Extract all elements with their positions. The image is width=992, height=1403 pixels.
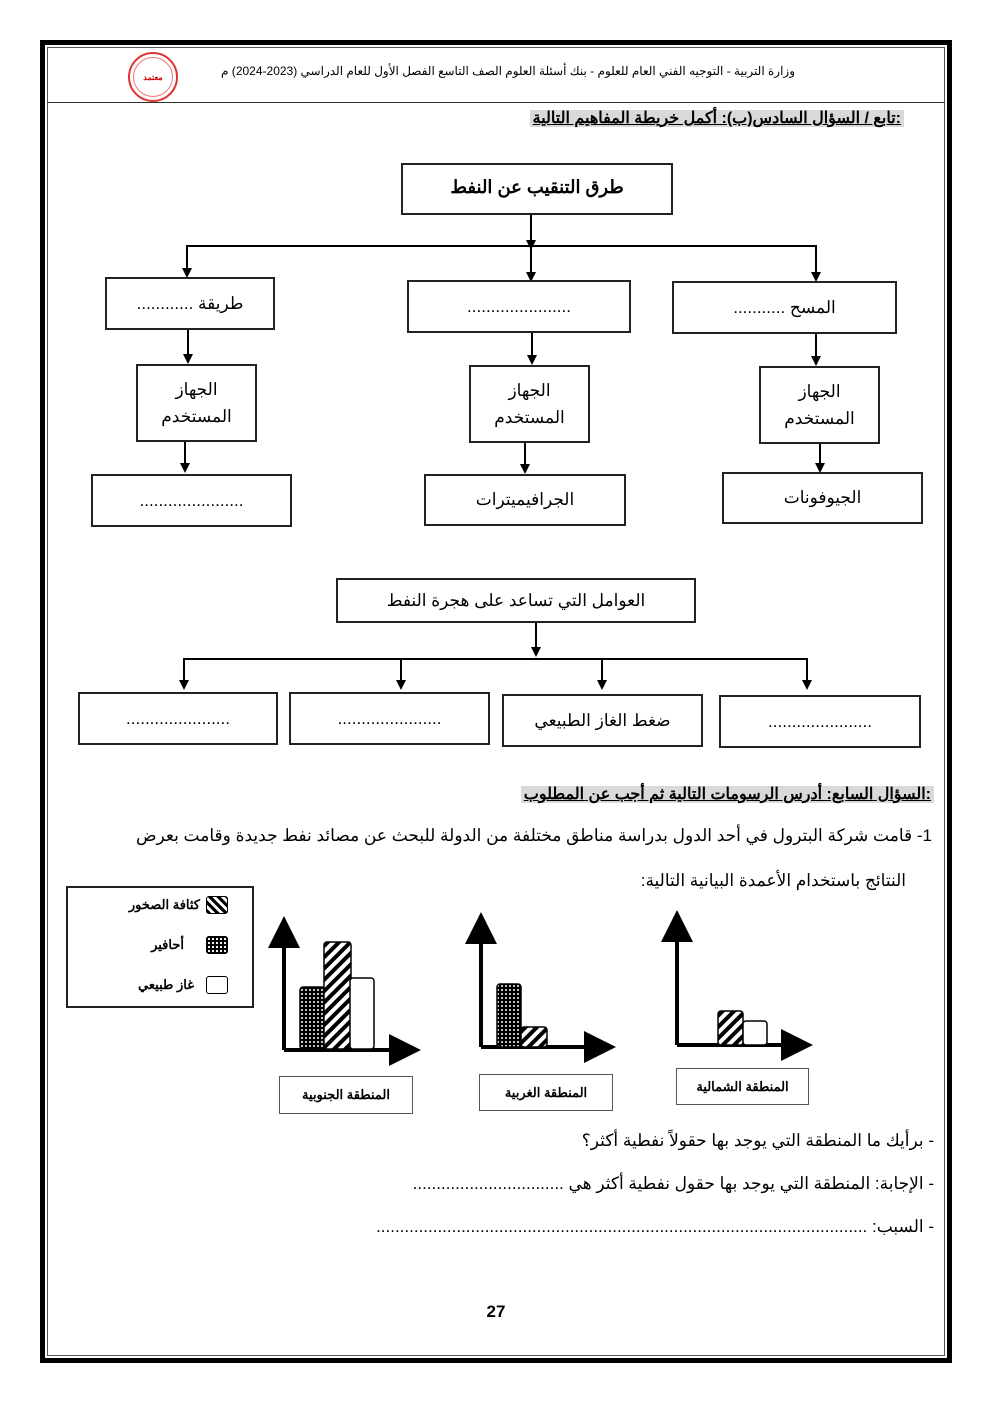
- result-label-2: الجرافيميترات: [475, 490, 575, 510]
- method-label-3: طريقة ............: [136, 293, 244, 313]
- factor-label-4: ......................: [126, 708, 230, 728]
- reason-line[interactable]: - السبب: ........................................................................................................: [376, 1217, 934, 1236]
- result-label-3: ......................: [139, 490, 244, 510]
- page-number: 27: [486, 1302, 506, 1321]
- factor-label-3: ......................: [337, 708, 442, 728]
- question7-title: السؤال السابع: أدرس الرسومات التالية ثم أجب عن المطلوب:: [521, 786, 934, 803]
- device-line1: الجهاز: [798, 381, 841, 401]
- question6b-title: تابع / السؤال السادس(ب): أكمل خريطة المفاهيم التالية:: [530, 110, 904, 127]
- region-label-north: [676, 1068, 809, 1105]
- device-line2: المستخدم: [494, 408, 565, 427]
- region-label-text: المنطقة الجنوبية: [302, 1087, 390, 1102]
- stamp-label: معتمد: [143, 72, 163, 82]
- answer-line[interactable]: - الإجابة: المنطقة التي يوجد بها حقول نفطية أكثر هي ................................: [412, 1174, 934, 1193]
- region-label-south: [279, 1076, 413, 1114]
- device-line1: الجهاز: [175, 379, 218, 399]
- question7-item1-line1: 1- قامت شركة البترول في أحد الدول بدراسة مناطق مختلفة من الدولة للبحث عن مصائد نفط جديدة وقامت بعرض: [135, 826, 932, 845]
- chart-north: [677, 926, 797, 1045]
- question7-prompt: - برأيك ما المنطقة التي يوجد بها حقولاً نفطية أكثر؟: [581, 1131, 934, 1150]
- chart-south: [284, 932, 405, 1050]
- result-label-1: الجيوفونات: [783, 488, 862, 508]
- question7-item1-line2: النتائج باستخدام الأعمدة البيانية التالية:: [640, 871, 906, 890]
- factor-label-2: ضغط الغاز الطبيعي: [534, 710, 671, 730]
- region-label-west: [479, 1074, 613, 1111]
- legend-label: أحافير: [151, 937, 184, 952]
- device-line2: المستخدم: [784, 409, 855, 428]
- legend-label: غاز طبيعي: [138, 977, 194, 992]
- device-line1: الجهاز: [508, 380, 551, 400]
- map2-root-label: العوامل التي تساعد على هجرة النفط: [386, 590, 646, 610]
- legend-label: كثافة الصخور: [128, 897, 200, 912]
- method-label-2: ......................: [467, 296, 571, 316]
- region-label-text: المنطقة الشمالية: [696, 1078, 789, 1094]
- device-line2: المستخدم: [161, 407, 232, 426]
- region-label-text: المنطقة الغربية: [504, 1084, 588, 1100]
- method-label-1: المسح ...........: [733, 297, 836, 317]
- factor-label-1: ......................: [768, 711, 872, 731]
- page-header-text: وزارة التربية - التوجيه الفني العام للعلوم - بنك أسئلة العلوم الصف التاسع الفصل الأول للعام الدراسي (2023-2024) م: [221, 64, 795, 78]
- chart-west: [481, 928, 600, 1047]
- map1-root-label: طرق التنقيب عن النفط: [450, 177, 624, 197]
